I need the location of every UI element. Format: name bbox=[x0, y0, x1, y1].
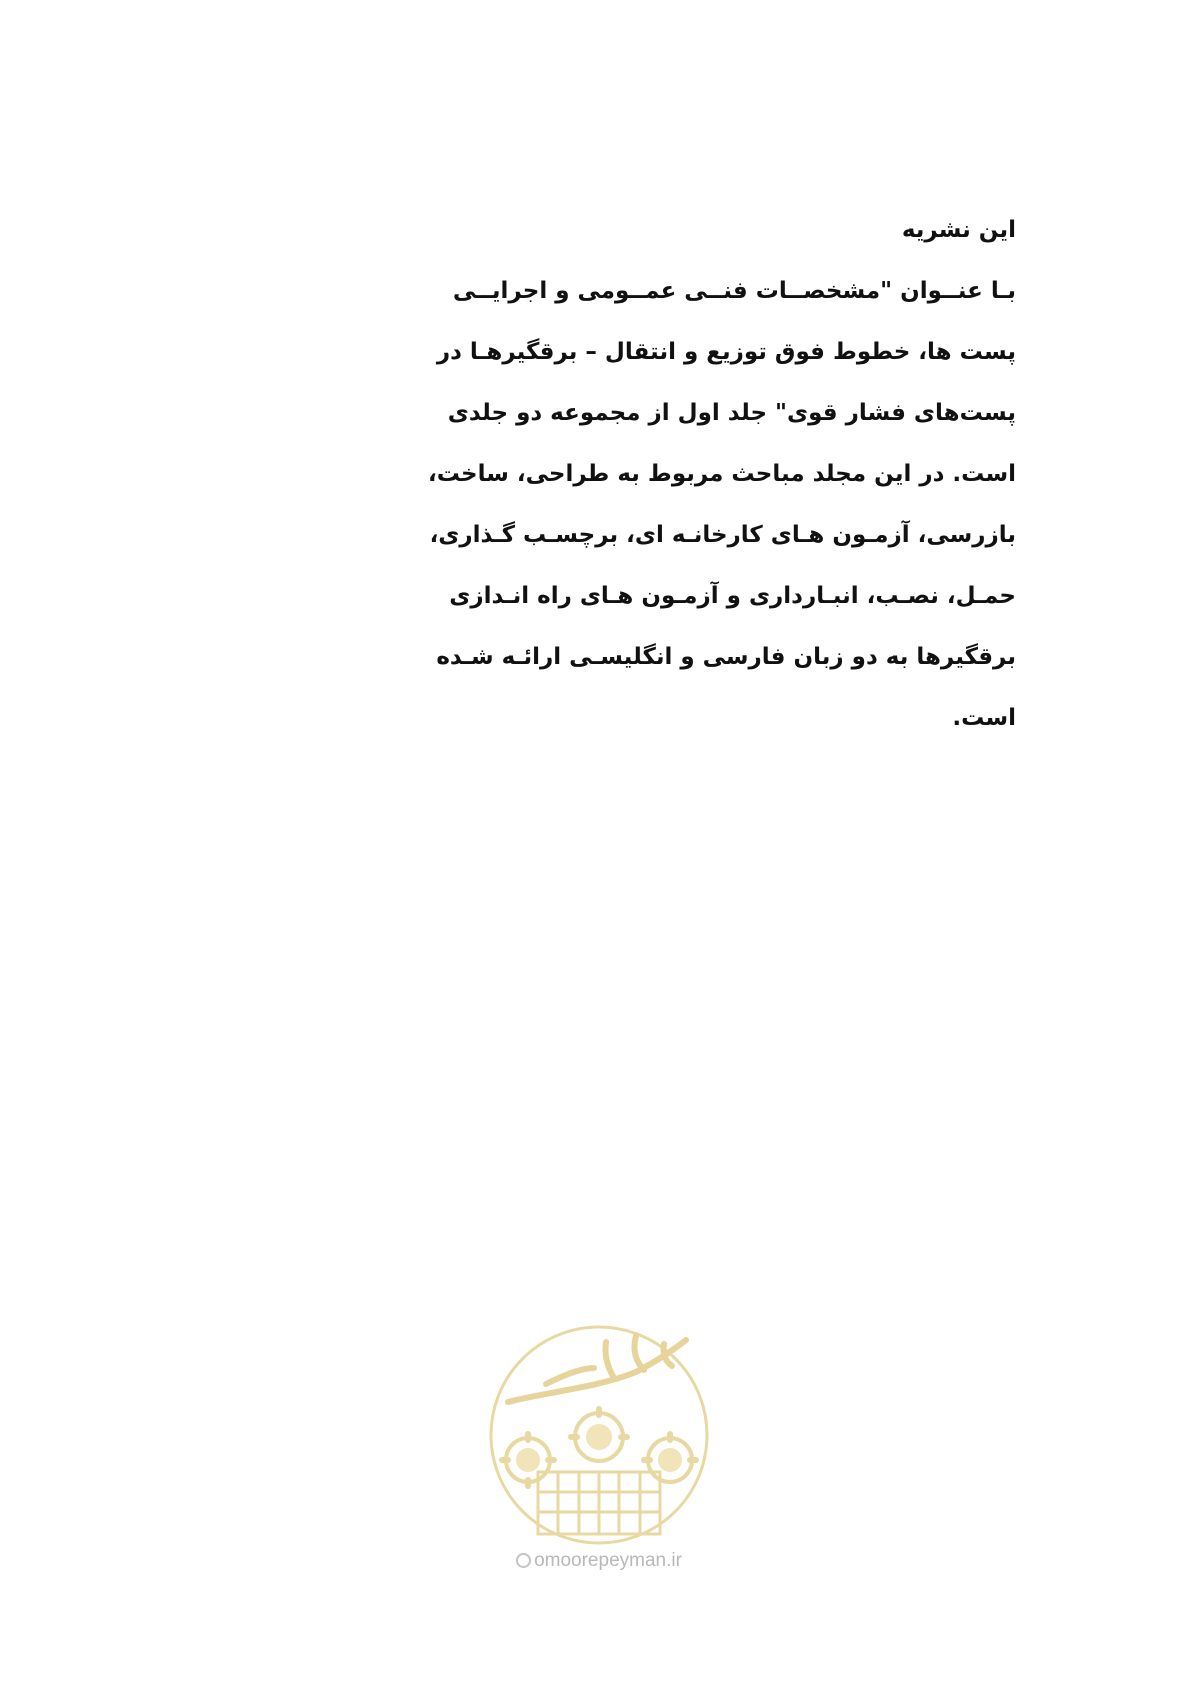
watermark-url: omoorepeyman.ir bbox=[534, 1550, 682, 1571]
paragraph-line: این نشریه bbox=[901, 217, 1016, 243]
paragraph-line: بازرسی، آزمـون هـای کارخانـه ای، برچسـب گـذاری، bbox=[429, 522, 1016, 548]
at-sign-icon bbox=[516, 1553, 531, 1568]
paragraph-line: است. در این مجلد مباحث مربوط به طراحی، ساخت، bbox=[427, 461, 1016, 487]
paragraph-line: پست ها، خطوط فوق توزیع و انتقال – برقگیرهـا در bbox=[436, 339, 1016, 365]
paragraph-line: است. bbox=[952, 705, 1016, 731]
paragraph-line: بـا عنــوان "مشخصــات فنــی عمــومی و اجرایــی bbox=[452, 278, 1016, 304]
paragraph-line: برقگیرها به دو زبان فارسی و انگلیسـی ارائـه شـده bbox=[436, 644, 1016, 670]
watermark-logo bbox=[486, 1322, 712, 1572]
document-body bbox=[427, 200, 1016, 749]
paragraph-line: حمـل، نصـب، انبـارداری و آزمـون هـای راه انـدازی bbox=[449, 583, 1016, 609]
omoorepeyman-seal-icon bbox=[486, 1322, 712, 1548]
paragraph-line: پست‌های فشار قوی" جلد اول از مجموعه دو جلدی bbox=[447, 400, 1016, 426]
